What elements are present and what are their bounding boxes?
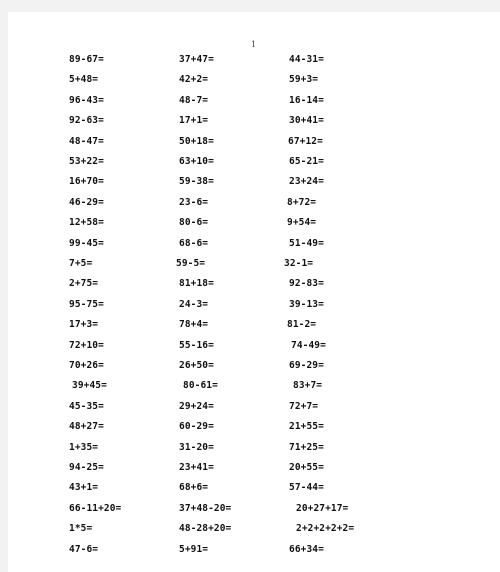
problem-cell: 51-49= <box>289 237 324 249</box>
problem-cell: 53+22= <box>69 156 104 167</box>
problem-row <box>8 340 500 356</box>
problem-cell: 99-45= <box>69 237 104 249</box>
problem-cell: 89-67= <box>69 54 104 65</box>
problem-cell: 26+50= <box>179 360 214 371</box>
problem-cell: 21+55= <box>289 421 324 433</box>
problem-cell: 42+2= <box>179 74 209 86</box>
problem-cell: 66-11+20= <box>69 502 122 514</box>
problem-row <box>8 482 500 498</box>
problem-cell: 59-38= <box>179 176 214 188</box>
problem-cell: 71+25= <box>289 441 324 453</box>
problem-row <box>8 156 500 172</box>
problem-cell: 7+5= <box>69 258 93 269</box>
problem-cell: 72+7= <box>289 400 319 412</box>
problem-cell: 20+27+17= <box>296 502 349 514</box>
problem-cell: 30+41= <box>289 115 324 127</box>
problem-cell: 39-13= <box>289 298 324 310</box>
problem-row <box>8 176 500 192</box>
problem-cell: 1+35= <box>69 441 99 453</box>
problem-row <box>8 74 500 90</box>
problem-cell: 55-16= <box>179 339 214 351</box>
problem-cell: 65-21= <box>289 156 324 167</box>
problem-cell: 43+1= <box>69 482 99 494</box>
problem-cell: 78+4= <box>179 319 209 331</box>
problem-row <box>8 544 500 560</box>
problem-cell: 67+12= <box>288 135 323 147</box>
problem-row <box>8 401 500 417</box>
problem-row <box>8 299 500 315</box>
problem-cell: 2+75= <box>69 278 99 290</box>
problem-cell: 17+3= <box>69 319 99 331</box>
problem-cell: 32-1= <box>284 258 314 269</box>
problem-row <box>8 238 500 254</box>
problem-cell: 44-31= <box>289 54 324 65</box>
problem-cell: 17+1= <box>179 115 209 127</box>
problem-cell: 80-6= <box>179 217 209 229</box>
problem-cell: 24-3= <box>179 298 209 310</box>
problem-row <box>8 217 500 233</box>
problem-row <box>8 380 500 396</box>
problem-row <box>8 115 500 131</box>
problem-cell: 46-29= <box>69 196 104 208</box>
problem-row <box>8 319 500 335</box>
problem-cell: 81+18= <box>179 278 214 290</box>
problem-cell: 48-7= <box>179 94 209 106</box>
problem-cell: 8+72= <box>287 196 317 208</box>
problem-cell: 68-6= <box>179 237 209 249</box>
problem-cell: 74-49= <box>291 339 326 351</box>
problem-cell: 5+91= <box>179 543 209 555</box>
problem-cell: 48+27= <box>69 421 104 433</box>
problem-cell: 1*5= <box>69 523 93 535</box>
problem-cell: 57-44= <box>289 482 324 494</box>
problem-cell: 80-61= <box>183 380 218 392</box>
problem-row <box>8 462 500 478</box>
problem-cell: 69-29= <box>289 360 324 371</box>
problem-cell: 31-20= <box>179 441 214 453</box>
worksheet-page <box>8 12 500 572</box>
problem-cell: 92-63= <box>69 115 104 127</box>
problem-cell: 47-6= <box>69 543 99 555</box>
problem-cell: 92-83= <box>289 278 324 290</box>
problem-row <box>8 442 500 458</box>
problem-cell: 66+34= <box>289 543 324 555</box>
problem-cell: 2+2+2+2+2= <box>296 523 355 535</box>
problem-row <box>8 197 500 213</box>
problem-row <box>8 523 500 539</box>
problem-row <box>8 360 500 376</box>
problem-row <box>8 421 500 437</box>
problem-row <box>8 278 500 294</box>
problem-cell: 16-14= <box>289 94 324 106</box>
problem-row <box>8 136 500 152</box>
problem-cell: 60-29= <box>179 421 214 433</box>
problem-cell: 16+70= <box>69 176 104 188</box>
problem-cell: 12+58= <box>69 217 104 229</box>
problem-cell: 20+55= <box>289 462 324 473</box>
problem-cell: 59+3= <box>289 74 319 86</box>
problem-cell: 83+7= <box>293 380 323 392</box>
problem-cell: 48-47= <box>69 135 104 147</box>
problem-cell: 29+24= <box>179 400 214 412</box>
problem-cell: 81-2= <box>287 319 317 331</box>
problem-cell: 96-43= <box>69 94 104 106</box>
problem-cell: 59-5= <box>176 258 206 269</box>
problem-cell: 9+54= <box>287 217 317 229</box>
problem-cell: 45-35= <box>69 400 104 412</box>
problem-row <box>8 258 500 274</box>
problem-cell: 23-6= <box>179 196 209 208</box>
problem-cell: 23+24= <box>289 176 324 188</box>
problem-cell: 5+48= <box>69 74 99 86</box>
problem-row <box>8 54 500 70</box>
problem-cell: 50+18= <box>179 135 214 147</box>
problem-row <box>8 503 500 519</box>
problem-cell: 48-28+20= <box>179 523 232 535</box>
problem-cell: 68+6= <box>179 482 209 494</box>
problem-cell: 72+10= <box>69 339 104 351</box>
problem-cell: 94-25= <box>69 462 104 473</box>
problem-row <box>8 95 500 111</box>
page-number: 1 <box>251 40 257 49</box>
problem-cell: 37+48-20= <box>179 502 232 514</box>
problem-cell: 95-75= <box>69 298 104 310</box>
problem-cell: 63+10= <box>179 156 214 167</box>
problem-cell: 23+41= <box>179 462 214 473</box>
problem-cell: 39+45= <box>72 380 107 392</box>
problem-cell: 37+47= <box>179 54 214 65</box>
problem-cell: 70+26= <box>69 360 104 371</box>
